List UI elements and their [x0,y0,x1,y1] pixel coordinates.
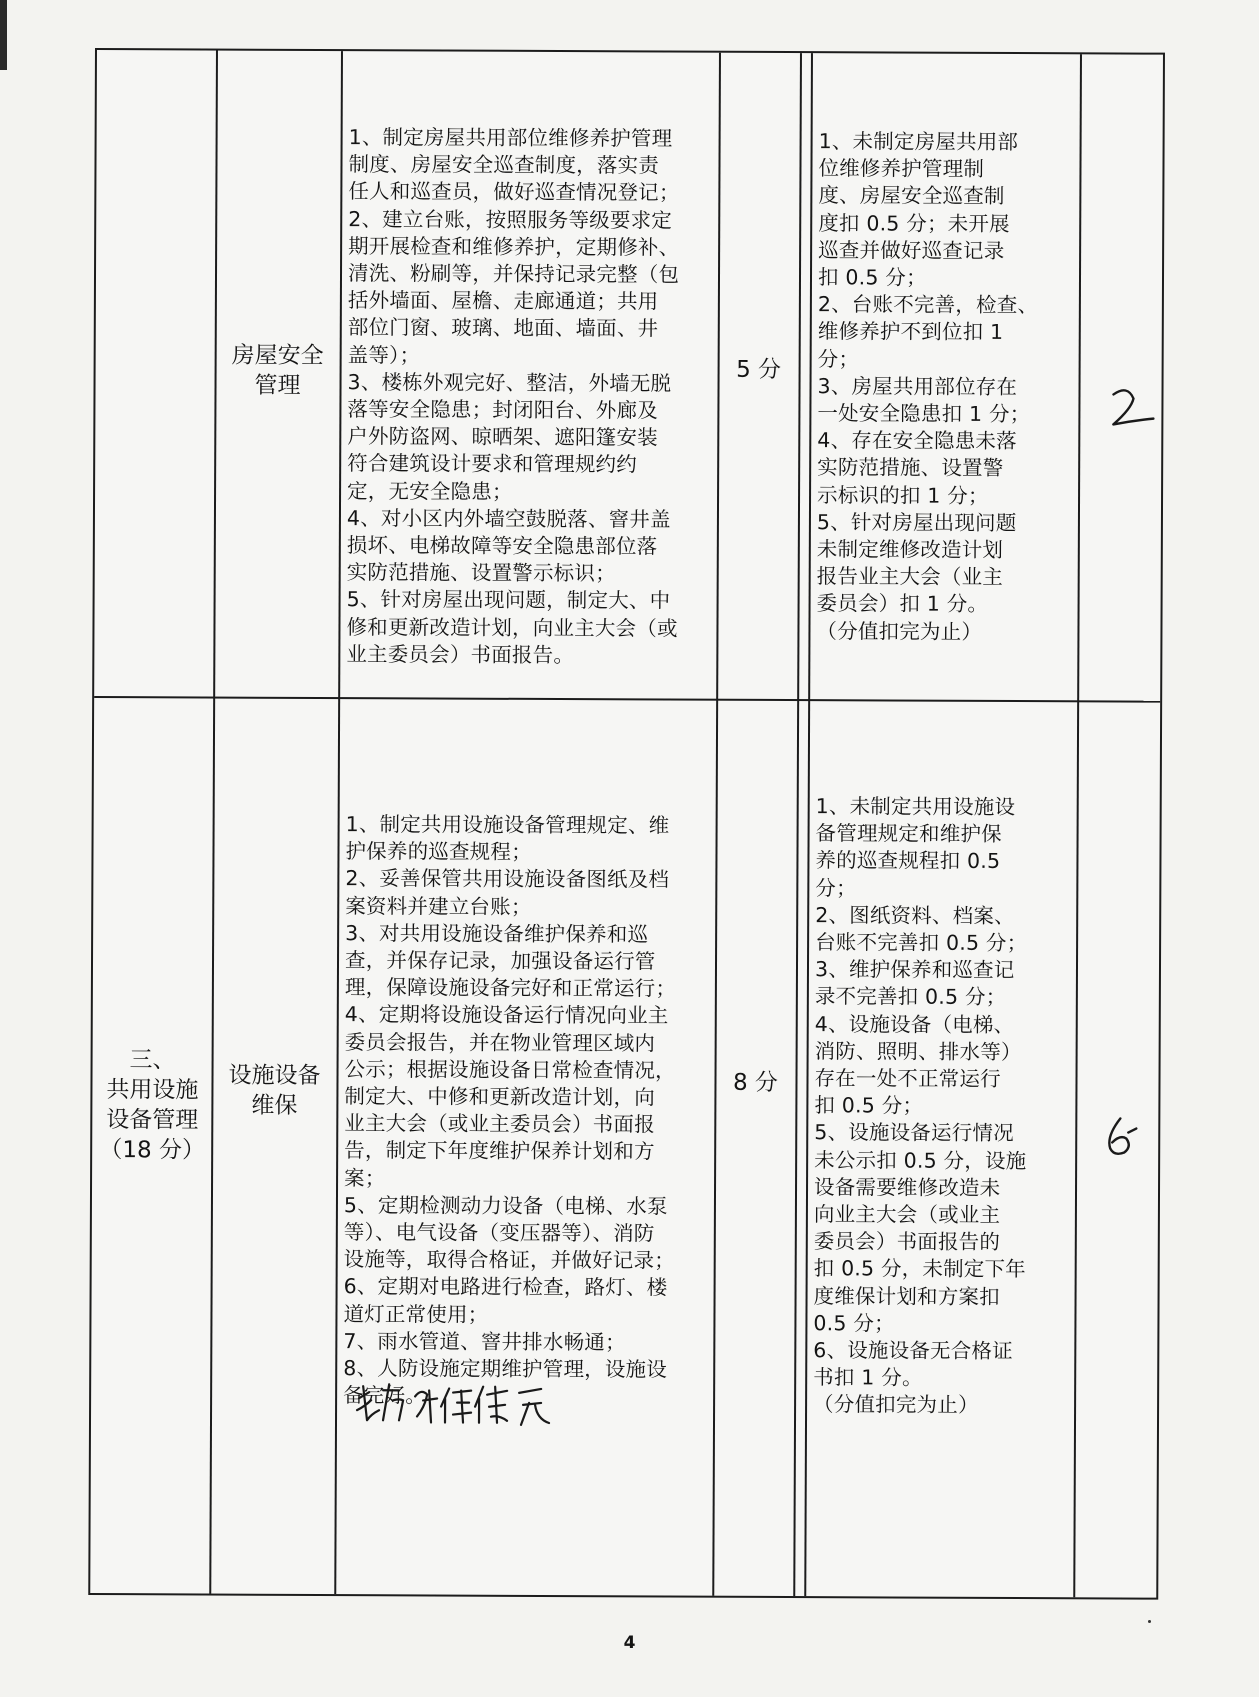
row-2-item: 设施设备 维保 [228,1062,321,1119]
row-1-requirements: 1、制定房屋共用部位维修养护管理 制度、房屋安全巡查制度，落实责 任人和巡查员，做好巡查情况登记； 2、建立台账，按照服务等级要求定 期开展检查和维修养护，定期修补、 清洗、粉刷等，并保持记录完整（包 括外墙面、屋檐、走廊通道；共用 部位门窗、玻璃、地面、墙面、井 盖等）； 3、楼栋外观完好、整洁，外墙无脱 落等安全隐患；封闭阳台、外廊及 户外防盗网、晾晒架、遮阳篷安装 符合建筑设计要求和管理规约约 定，无安全隐患； 4、对小区内外墙空鼓脱落、窨井盖 损坏、电梯故障等安全隐患部位落 实防范措施、设置警示标识； 5、针对房屋出现问题，制定大、中 修和更新改造计划，向业主大会（或 业主委员会）书面报告。 [346,125,680,667]
handwritten-score-mark [1107,384,1159,428]
row-2-deduction-rules: 1、未制定共用设施设 备管理规定和维护保 养的巡查规程扣 0.5 分； 2、图纸资料、档案、 台账不完善扣 0.5 分； 3、维护保养和巡查记 录不完善扣 0.5 分； 4、设施设备（电梯、 消防、照明、排水等） 存在一处不正常运行 扣 0.5 分； 5、设施设备运行情况 未公示扣 0.5 分，设施 设备需要维修改造未 向业主大会（或业主 委员会）书面报告的 扣 0.5 分，未制定下年 度维保计划和方案扣 0.5 分； 6、设施设备无合格证 书扣 1 分。 （分值扣完为止） [813,794,1028,1418]
page-number: 4 [623,1633,636,1653]
table-column-divider [804,53,813,1596]
handwritten-score-mark [1102,1114,1144,1158]
row-1-deduction-rules: 1、未制定房屋共用部 位维修养护管理制 度、房屋安全巡查制 度扣 0.5 分；未开展 巡查并做好巡查记录 扣 0.5 分； 2、台账不完善，检查、 维修养护不到位扣 1 分； 3、房屋共用部位存在 一处安全隐患扣 1 分； 4、存在安全隐患未落 实防范措施、设置警 示标识的扣 1 分； 5、针对房屋出现问题 未制定维修改造计划 报告业主大会（业主 委员会）扣 1 分。 （分值扣完为止） [816,129,1039,644]
handwritten-signature [353,1376,573,1437]
row-1-item: 房屋安全 管理 [231,342,324,399]
table-row-divider [94,696,1160,703]
row-2-score: 8 分 [732,1069,779,1096]
scoring-table [88,48,1165,1600]
table-column-divider [209,51,218,1594]
row-2-category: 三、 共用设施 设备管理 （18 分） [99,1047,206,1164]
scan-speck [1148,1620,1151,1623]
row-1-score: 5 分 [736,356,782,383]
table-column-divider [334,51,343,1594]
row-2-requirements: 1、制定共用设施设备管理规定、维 护保养的巡查规程； 2、妥善保管共用设施设备图纸及档 案资料并建立台账； 3、对共用设施设备维护保养和巡 查，并保存记录，加强设备运行管 理，保障设施设备完好和正常运行； 4、定期将设施设备运行情况向业主 委员会报告，并在物业管理区域内 公示；根据设施设备日常检查情况， 制定大、中修和更新改造计划，向 业主大会（或业主委员会）书面报 告，制定下年度维护保养计划和方 案； 5、定期检测动力设备（电梯、水泵 等）、电气设备（变压器等）、消防 设施等，取得合格证，并做好记录； 6、定期对电路进行检查，路灯、楼 道灯正常使用； 7、雨水管道、窨井排水畅通； 8、人防设施定期维护管理，设施设 备完好。 [343,812,677,1408]
scan-edge-artifact [0,0,7,70]
table-column-divider [793,53,802,1596]
